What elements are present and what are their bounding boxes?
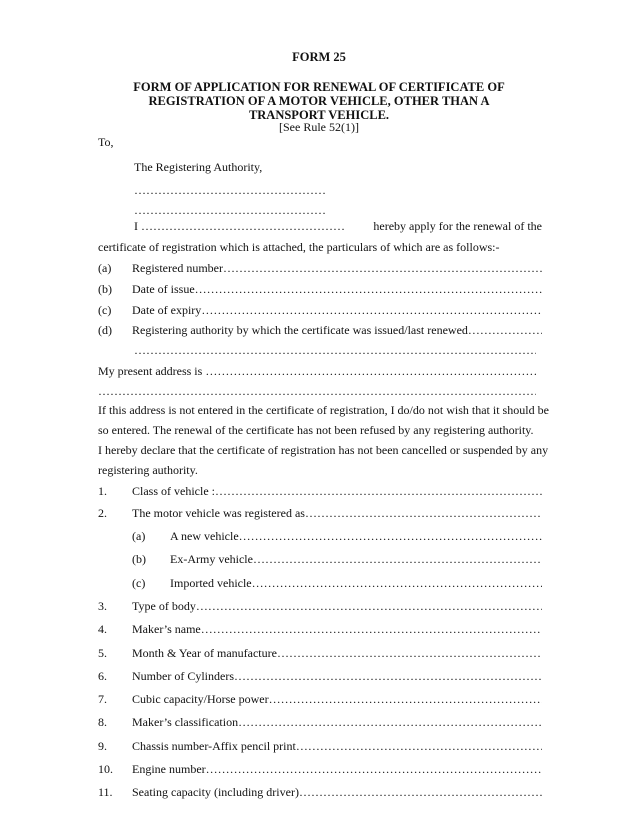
particular-number: (d) [98,323,112,337]
certificate-statement: certificate of registration which is attached, the particulars of which are as follows:- [98,240,500,254]
item-label: Maker’s name ……………………………………………………………………………………………………………………………………………… [132,622,542,637]
item-number: (a) [132,529,146,543]
item-number: 5. [98,646,107,660]
item-row[interactable] [98,739,542,755]
item-row[interactable] [98,715,542,731]
item-row[interactable] [98,576,542,592]
form-title-line-2: REGISTRATION OF A MOTOR VEHICLE, OTHER THAN A [148,94,490,108]
item-row[interactable] [98,692,542,708]
item-number: (c) [132,576,146,590]
present-address-line[interactable]: My present address is ……………………………………………………………………………………………………………………………………………… [98,364,536,379]
declaration-line-3: I hereby declare that the certificate of registration has not been cancelled or suspended by any [98,443,549,457]
particular-row[interactable] [98,261,542,277]
particular-number: (a) [98,261,112,275]
item-number: 3. [98,599,107,613]
applicant-name-line[interactable]: I …………………………………………… [134,219,345,233]
item-label: Number of Cylinders ……………………………………………………………………………………………………………………………………………… [132,669,542,684]
addressee-authority: The Registering Authority, [134,160,263,174]
item-label: Class of vehicle : ……………………………………………………………………………………………………………………………………………… [132,484,542,499]
item-number: 10. [98,762,113,776]
declaration-line-1: If this address is not entered in the certificate of registration, I do/do not wish that it should be [98,403,549,417]
form-title-line-1: FORM OF APPLICATION FOR RENEWAL OF CERTIFICATE OF [133,80,505,94]
item-number: 6. [98,669,107,683]
item-row[interactable] [98,646,542,662]
declaration-line-2: so entered. The renewal of the certificate has not been refused by any registering authority. [98,423,534,437]
present-address-continuation[interactable] [98,384,536,399]
item-row[interactable] [98,785,542,801]
particular-number: (c) [98,303,112,317]
item-number: 9. [98,739,107,753]
item-row[interactable] [98,599,542,615]
item-row[interactable] [98,484,542,500]
particular-label: Date of issue ……………………………………………………………………………………………………………………………………………… [132,282,542,297]
item-number: 7. [98,692,107,706]
item-row[interactable] [98,529,542,545]
item-number: (b) [132,552,146,566]
form-title-line-3: TRANSPORT VEHICLE. [248,108,390,122]
item-label: Seating capacity (including driver) ……………………………………………………………………………………………………………………………………………… [132,785,542,800]
item-label: Type of body ……………………………………………………………………………………………………………………………………………… [132,599,542,614]
item-number: 1. [98,484,107,498]
item-label: Ex-Army vehicle ……………………………………………………………………………………………………………………………………………… [170,552,542,567]
addressee-to: To, [98,135,114,149]
item-number: 2. [98,506,107,520]
item-label: Month & Year of manufacture ……………………………………………………………………………………………………………………………………………… [132,646,542,661]
item-number: 8. [98,715,107,729]
declaration-line-4: registering authority. [98,463,198,477]
particular-continuation-line[interactable] [134,343,536,358]
item-row[interactable] [98,552,542,568]
item-row[interactable] [98,506,542,522]
item-row[interactable] [98,622,542,638]
form-number: FORM 25 [292,50,346,64]
particular-label: Registered number ……………………………………………………………………………………………………………………………………………… [132,261,542,276]
item-row[interactable] [98,669,542,685]
item-row[interactable] [98,762,542,778]
item-label: Imported vehicle ……………………………………………………………………………………………………………………………………………… [170,576,542,591]
form-rule-reference: [See Rule 52(1)] [279,120,359,134]
particular-row[interactable] [98,303,542,319]
item-label: Cubic capacity/Horse power ……………………………………………………………………………………………………………………………………………… [132,692,542,707]
particular-row[interactable] [98,282,542,298]
item-number: 4. [98,622,107,636]
item-label: The motor vehicle was registered as ……………………………………………………………………………………………………………………………………………… [132,506,542,521]
addressee-blank-1[interactable]: ………………………………………… [134,183,326,197]
item-number: 11. [98,785,113,799]
addressee-blank-2[interactable]: ………………………………………… [134,203,326,217]
item-label: A new vehicle ……………………………………………………………………………………………………………………………………………… [170,529,542,544]
particular-label: Date of expiry ……………………………………………………………………………………………………………………………………………… [132,303,542,318]
item-label: Chassis number-Affix pencil print ……………………………………………………………………………………………………………………………………………… [132,739,542,754]
item-label: Maker’s classification ……………………………………………………………………………………………………………………………………………… [132,715,542,730]
particular-number: (b) [98,282,112,296]
item-label: Engine number ……………………………………………………………………………………………………………………………………………… [132,762,542,777]
particular-label: Registering authority by which the certificate was issued/last renewed ……………………………………………………………………………………………………………………………………………… [132,323,542,338]
particular-row[interactable] [98,323,542,339]
apply-statement: hereby apply for the renewal of the [373,219,542,233]
